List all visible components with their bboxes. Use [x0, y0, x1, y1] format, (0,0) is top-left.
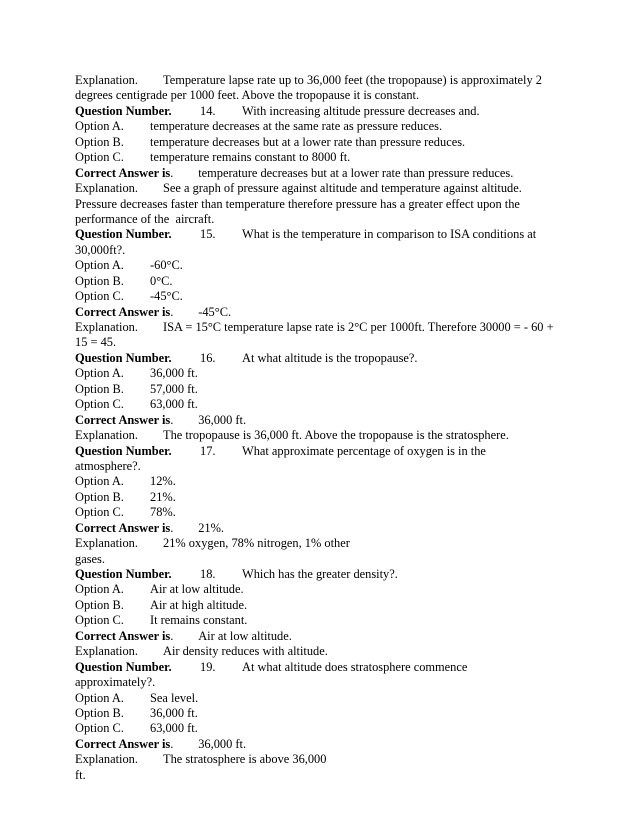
- option-label: Option C.: [75, 721, 124, 736]
- correct-answer-period: .: [170, 628, 174, 643]
- explanation-text: Temperature lapse rate up to 36,000 feet (the tropopause) is approximately 2: [163, 73, 542, 87]
- option-text: 36,000 ft.: [150, 705, 198, 720]
- question-number: 17.: [200, 443, 216, 458]
- correct-answer-label: Correct Answer is: [75, 165, 171, 180]
- option-text: 63,000 ft.: [150, 397, 198, 412]
- question-line: [75, 660, 567, 675]
- option-line: [75, 474, 567, 489]
- continuation-line: [75, 243, 567, 258]
- correct-answer-label: Correct Answer is: [75, 304, 171, 319]
- correct-answer-text: -45°C.: [198, 304, 232, 319]
- question-text: What is the temperature in comparison to ISA conditions at: [242, 227, 537, 242]
- option-label: Option C.: [75, 150, 124, 165]
- question-line: [75, 444, 567, 459]
- option-text: temperature decreases at the same rate as pressure reduces.: [150, 119, 443, 134]
- explanation-text: The stratosphere is above 36,000: [163, 752, 327, 767]
- option-line: [75, 490, 567, 505]
- option-label: Option A.: [75, 258, 124, 273]
- option-label: Option C.: [75, 613, 124, 628]
- continuation-line: [75, 197, 567, 212]
- option-text: temperature remains constant to 8000 ft.: [150, 150, 351, 165]
- option-label: Option C.: [75, 289, 124, 304]
- option-line: [75, 397, 567, 412]
- correct-answer-text: temperature decreases but at a lower rate than pressure reduces.: [198, 165, 514, 180]
- option-text: 12%.: [150, 474, 176, 489]
- document-body: [75, 73, 567, 783]
- explanation-line: [75, 181, 567, 196]
- question-text: What approximate percentage of oxygen is in the: [242, 443, 486, 458]
- option-text: 78%.: [150, 505, 176, 520]
- explanation-label: Explanation.: [75, 73, 138, 87]
- option-line: [75, 258, 567, 273]
- option-label: Option C.: [75, 397, 124, 412]
- option-text: 63,000 ft.: [150, 721, 198, 736]
- explanation-label: Explanation.: [75, 320, 138, 334]
- correct-answer-period: .: [170, 736, 174, 751]
- explanation-label: Explanation.: [75, 181, 138, 196]
- option-text: It remains constant.: [150, 613, 248, 628]
- question-line: [75, 104, 567, 119]
- option-text: Air at low altitude.: [150, 582, 244, 597]
- question-line: [75, 227, 567, 242]
- correct-answer-line: [75, 413, 567, 428]
- continuation-line: [75, 552, 567, 567]
- correct-answer-text: 36,000 ft.: [198, 736, 247, 751]
- option-label: Option B.: [75, 134, 124, 149]
- explanation-text: The tropopause is 36,000 ft. Above the tropopause is the stratosphere.: [163, 428, 509, 443]
- correct-answer-period: .: [170, 412, 174, 427]
- option-line: [75, 382, 567, 397]
- question-text: At what altitude is the tropopause?.: [242, 350, 418, 365]
- line-text: 30,000ft?.: [75, 242, 126, 257]
- continuation-line: [75, 212, 567, 227]
- explanation-line: [75, 752, 567, 767]
- option-text: Air at high altitude.: [150, 597, 248, 612]
- option-line: [75, 706, 567, 721]
- question-label: Question Number.: [75, 443, 172, 458]
- line-text: Pressure decreases faster than temperature therefore pressure has a greater effect upon the: [75, 196, 520, 211]
- option-text: 36,000 ft.: [150, 366, 198, 381]
- line-text: performance of the aircraft.: [75, 211, 215, 226]
- question-number: 14.: [200, 103, 216, 118]
- explanation-line: [75, 428, 567, 443]
- explanation-text: 21% oxygen, 78% nitrogen, 1% other: [163, 536, 350, 551]
- option-line: [75, 505, 567, 520]
- correct-answer-period: .: [170, 304, 174, 319]
- explanation-line: [75, 73, 567, 88]
- correct-answer-line: [75, 737, 567, 752]
- option-line: [75, 366, 567, 381]
- explanation-text: See a graph of pressure against altitude and temperature against altitude.: [163, 181, 522, 196]
- continuation-line: [75, 768, 567, 783]
- question-text: At what altitude does stratosphere commence: [242, 659, 468, 674]
- line-text: 15 = 45.: [75, 335, 117, 350]
- option-label: Option C.: [75, 505, 124, 520]
- option-line: [75, 274, 567, 289]
- question-line: [75, 567, 567, 582]
- option-line: [75, 150, 567, 165]
- correct-answer-text: 21%.: [198, 520, 225, 535]
- option-label: Option B.: [75, 273, 124, 288]
- option-label: Option A.: [75, 119, 124, 134]
- option-label: Option B.: [75, 489, 124, 504]
- option-label: Option A.: [75, 690, 124, 705]
- question-label: Question Number.: [75, 659, 172, 674]
- correct-answer-label: Correct Answer is: [75, 520, 171, 535]
- option-line: [75, 135, 567, 150]
- question-number: 15.: [200, 227, 216, 242]
- line-text: gases.: [75, 551, 105, 566]
- option-line: [75, 613, 567, 628]
- line-text: atmosphere?.: [75, 458, 141, 473]
- question-label: Question Number.: [75, 103, 172, 118]
- line-text: ft.: [75, 767, 86, 782]
- option-text: 57,000 ft.: [150, 381, 198, 396]
- option-text: -60°C.: [150, 258, 183, 273]
- option-text: temperature decreases but at a lower rate than pressure reduces.: [150, 134, 466, 149]
- option-text: Sea level.: [150, 690, 199, 705]
- option-label: Option A.: [75, 582, 124, 597]
- option-line: [75, 289, 567, 304]
- option-line: [75, 598, 567, 613]
- explanation-line: [75, 536, 567, 551]
- question-label: Question Number.: [75, 350, 172, 365]
- continuation-line: [75, 88, 567, 103]
- line-text: degrees centigrade per 1000 feet. Above the tropopause it is constant.: [75, 88, 420, 103]
- question-line: [75, 351, 567, 366]
- option-label: Option B.: [75, 705, 124, 720]
- question-text: With increasing altitude pressure decreases and.: [242, 103, 480, 118]
- correct-answer-line: [75, 166, 567, 181]
- question-number: 16.: [200, 350, 216, 365]
- question-number: 19.: [200, 659, 216, 674]
- line-text: approximately?.: [75, 675, 156, 690]
- correct-answer-label: Correct Answer is: [75, 736, 171, 751]
- explanation-text: ISA = 15°C temperature lapse rate is 2°C per 1000ft. Therefore 30000 = - 60 +: [163, 320, 554, 334]
- option-line: [75, 119, 567, 134]
- correct-answer-period: .: [170, 165, 174, 180]
- option-line: [75, 582, 567, 597]
- option-label: Option B.: [75, 381, 124, 396]
- option-line: [75, 691, 567, 706]
- question-label: Question Number.: [75, 567, 172, 581]
- correct-answer-label: Correct Answer is: [75, 628, 171, 643]
- option-label: Option A.: [75, 366, 124, 381]
- continuation-line: [75, 459, 567, 474]
- correct-answer-text: 36,000 ft.: [198, 412, 247, 427]
- correct-answer-text: Air at low altitude.: [198, 628, 292, 643]
- explanation-label: Explanation.: [75, 752, 138, 767]
- explanation-label: Explanation.: [75, 536, 138, 551]
- correct-answer-label: Correct Answer is: [75, 412, 171, 427]
- option-text: 21%.: [150, 489, 176, 504]
- option-label: Option B.: [75, 597, 124, 612]
- question-text: Which has the greater density?.: [242, 567, 398, 581]
- option-text: 0°C.: [150, 273, 173, 288]
- explanation-line: [75, 644, 567, 659]
- explanation-label: Explanation.: [75, 644, 138, 659]
- question-number: 18.: [200, 567, 216, 581]
- option-text: -45°C.: [150, 289, 183, 304]
- explanation-line: [75, 320, 567, 335]
- continuation-line: [75, 675, 567, 690]
- explanation-text: Air density reduces with altitude.: [163, 644, 328, 659]
- correct-answer-line: [75, 305, 567, 320]
- correct-answer-line: [75, 521, 567, 536]
- question-label: Question Number.: [75, 227, 172, 242]
- correct-answer-period: .: [170, 520, 174, 535]
- option-label: Option A.: [75, 474, 124, 489]
- correct-answer-line: [75, 629, 567, 644]
- option-line: [75, 721, 567, 736]
- explanation-label: Explanation.: [75, 428, 138, 443]
- continuation-line: [75, 335, 567, 350]
